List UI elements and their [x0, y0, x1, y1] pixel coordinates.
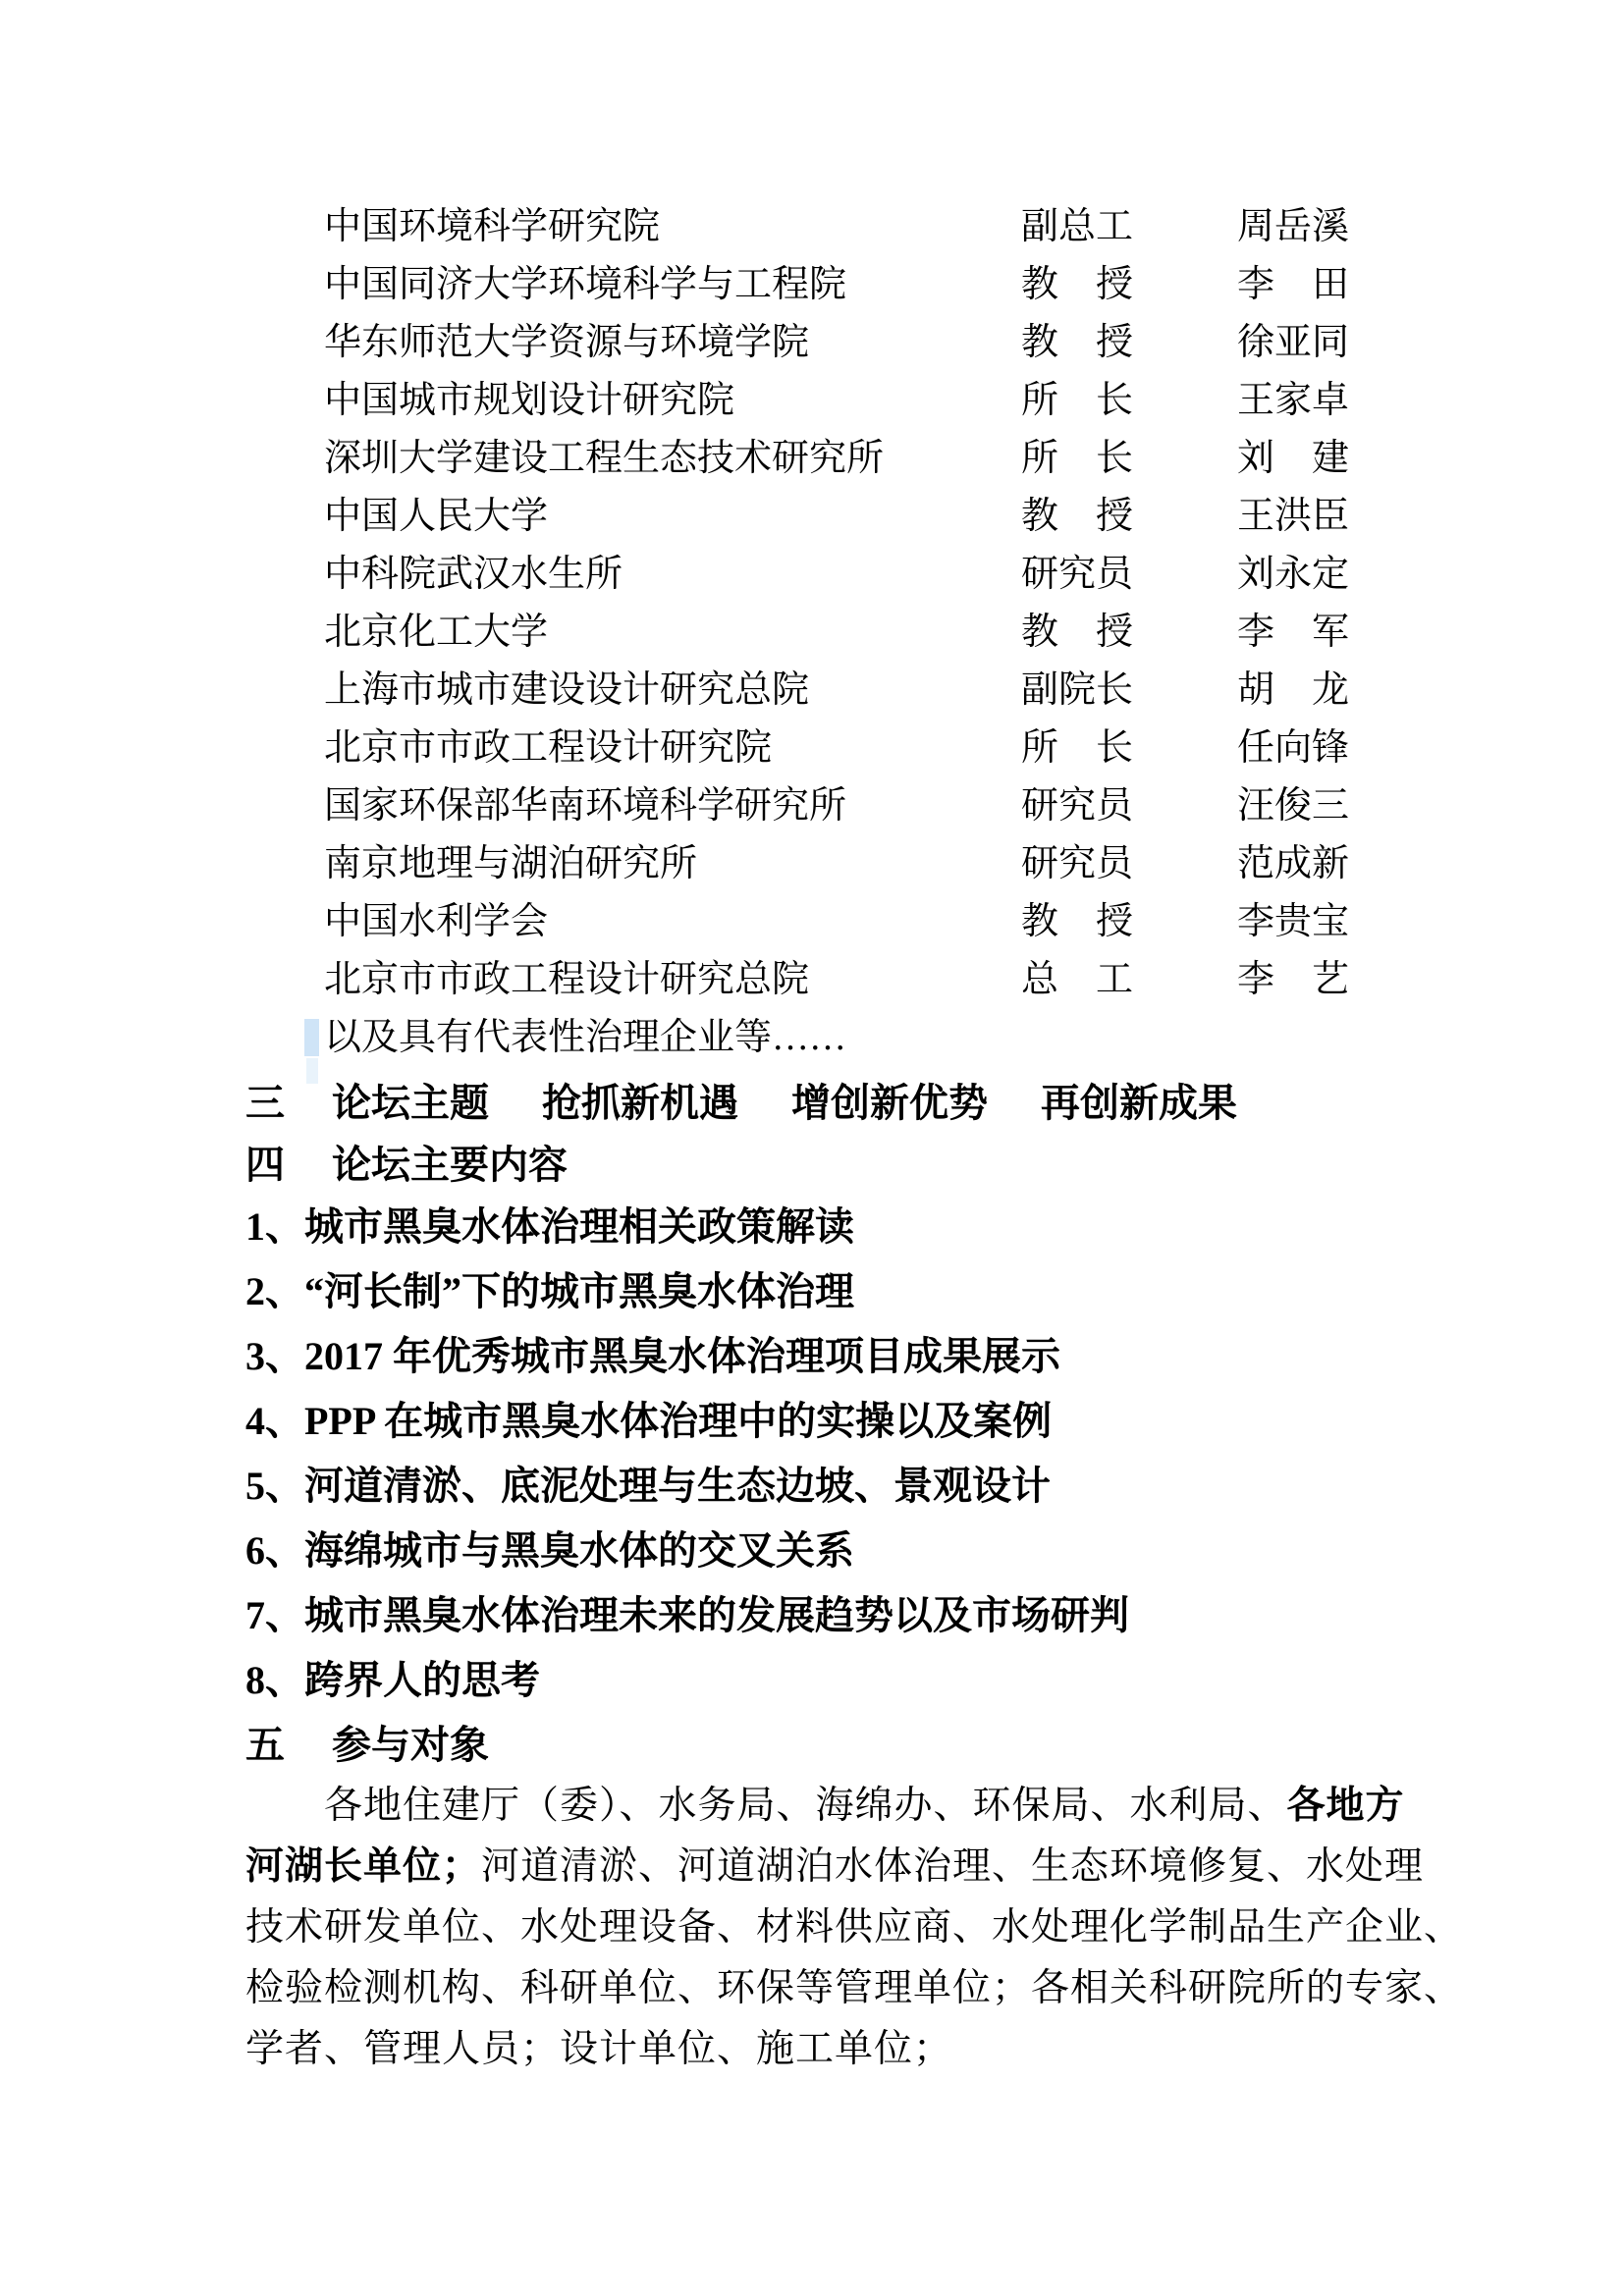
org-name: 中国城市规划设计研究院	[324, 380, 735, 421]
participant-row	[245, 496, 1384, 554]
participant-row	[245, 785, 1384, 843]
org-name: 北京市市政工程设计研究院	[324, 727, 773, 769]
theme-phrase: 再创新成果	[1041, 1081, 1237, 1125]
item-text: 河道清淤、底泥处理与生态边坡、景观设计	[304, 1464, 1051, 1508]
forum-item	[245, 1270, 1384, 1335]
section-audience-heading	[245, 1724, 1384, 1785]
job-title: 总 工	[1021, 959, 1134, 1000]
item-number: 4、	[245, 1399, 304, 1443]
paragraph-line	[245, 1845, 1425, 1906]
forum-items	[245, 1205, 1384, 1724]
item-text: 2017 年优秀城市黑臭水体治理项目成果展示	[304, 1334, 1060, 1378]
section-num: 四	[245, 1143, 285, 1187]
text-run: 技术研发单位、水处理设备、材料供应商、水处理化学制品生产企业、	[245, 1906, 1464, 1949]
person-name: 王洪臣	[1237, 496, 1350, 537]
forum-item	[245, 1659, 1384, 1724]
org-name: 南京地理与湖泊研究所	[324, 843, 698, 884]
forum-item	[245, 1400, 1384, 1465]
forum-item	[245, 1205, 1384, 1270]
audience-paragraph	[245, 1785, 1464, 2089]
forum-item	[245, 1594, 1384, 1659]
person-name: 汪俊三	[1237, 785, 1350, 827]
text-run: 河道清淤、河道湖泊水体治理、生态环境修复、水处理	[481, 1845, 1425, 1888]
job-title: 教 授	[1021, 901, 1134, 942]
forum-item	[245, 1529, 1384, 1594]
text-run: 河湖长单位；	[245, 1845, 482, 1888]
paragraph-line	[245, 1967, 1464, 2028]
job-title: 研究员	[1021, 554, 1134, 595]
section-title: 论坛主题	[332, 1081, 489, 1125]
person-name: 徐亚同	[1237, 322, 1350, 363]
org-name: 中科院武汉水生所	[324, 554, 623, 595]
item-text: “河长制”下的城市黑臭水体治理	[304, 1269, 854, 1313]
org-name: 深圳大学建设工程生态技术研究所	[324, 438, 885, 479]
person-name: 周岳溪	[1237, 206, 1350, 247]
item-number: 3、	[245, 1334, 304, 1378]
text-run: 各地住建厅（委）、水务局、海绵办、环保局、水利局、	[324, 1785, 1287, 1827]
org-name: 北京化工大学	[324, 612, 549, 653]
item-text: 海绵城市与黑臭水体的交叉关系	[304, 1528, 854, 1573]
org-name: 中国同济大学环境科学与工程院	[324, 264, 847, 305]
person-name: 王家卓	[1237, 380, 1350, 421]
person-name: 李 军	[1237, 612, 1350, 653]
person-name: 胡 龙	[1237, 669, 1350, 711]
participant-row	[245, 669, 1384, 727]
forum-item	[245, 1335, 1384, 1400]
participant-row	[245, 612, 1384, 669]
participant-row	[245, 727, 1384, 785]
participant-row	[245, 554, 1384, 612]
text-run: 检验检测机构、科研单位、环保等管理单位；各相关科研院所的专家、	[245, 1967, 1464, 2009]
job-title: 副总工	[1021, 206, 1134, 247]
org-name: 中国水利学会	[324, 901, 549, 942]
job-title: 教 授	[1021, 612, 1134, 653]
person-name: 李贵宝	[1237, 901, 1350, 942]
job-title: 所 长	[1021, 380, 1134, 421]
text-run: 学者、管理人员；设计单位、施工单位；	[245, 2028, 953, 2070]
org-name: 华东师范大学资源与环境学院	[324, 322, 810, 363]
participant-row	[245, 322, 1384, 380]
job-title: 研究员	[1021, 785, 1134, 827]
person-name: 刘 建	[1237, 438, 1350, 479]
job-title: 所 长	[1021, 727, 1134, 769]
participant-row	[245, 264, 1384, 322]
paragraph-line	[245, 1906, 1464, 1967]
participants-footer-row	[245, 1017, 1384, 1082]
item-number: 6、	[245, 1528, 304, 1573]
job-title: 教 授	[1021, 322, 1134, 363]
person-name: 范成新	[1237, 843, 1350, 884]
job-title: 副院长	[1021, 669, 1134, 711]
theme-phrase: 抢抓新机遇	[542, 1081, 738, 1125]
item-number: 2、	[245, 1269, 304, 1313]
item-text: 跨界人的思考	[304, 1658, 540, 1702]
participant-row	[245, 380, 1384, 438]
participant-row	[245, 959, 1384, 1017]
section-num: 五	[245, 1723, 285, 1767]
section-title: 参与对象	[332, 1723, 489, 1767]
participants-footer: 以及具有代表性治理企业等……	[324, 1017, 847, 1058]
person-name: 刘永定	[1237, 554, 1350, 595]
job-title: 教 授	[1021, 496, 1134, 537]
item-number: 5、	[245, 1464, 304, 1508]
item-number: 7、	[245, 1593, 304, 1637]
item-text: 城市黑臭水体治理未来的发展趋势以及市场研判	[304, 1593, 1129, 1637]
participant-row	[245, 901, 1384, 959]
org-name: 上海市城市建设设计研究总院	[324, 669, 810, 711]
item-text: PPP 在城市黑臭水体治理中的实操以及案例	[304, 1399, 1053, 1443]
person-name: 李 田	[1237, 264, 1350, 305]
participant-row	[245, 206, 1384, 264]
participants-list	[245, 206, 1384, 1017]
job-title: 教 授	[1021, 264, 1134, 305]
theme-phrase: 增创新优势	[791, 1081, 988, 1125]
section-content-heading	[245, 1144, 1384, 1205]
item-number: 8、	[245, 1658, 304, 1702]
paragraph-line	[245, 2028, 1384, 2089]
section-title: 论坛主要内容	[332, 1143, 568, 1187]
job-title: 研究员	[1021, 843, 1134, 884]
org-name: 国家环保部华南环境科学研究所	[324, 785, 847, 827]
document-content	[245, 206, 1464, 2089]
job-title: 所 长	[1021, 438, 1134, 479]
paragraph-line	[245, 1785, 1405, 1845]
item-text: 城市黑臭水体治理相关政策解读	[304, 1204, 854, 1249]
org-name: 中国环境科学研究院	[324, 206, 661, 247]
org-name: 中国人民大学	[324, 496, 549, 537]
participant-row	[245, 843, 1384, 901]
org-name: 北京市市政工程设计研究总院	[324, 959, 810, 1000]
item-number: 1、	[245, 1204, 304, 1249]
forum-item	[245, 1465, 1384, 1529]
participant-row	[245, 438, 1384, 496]
person-name: 任向锋	[1237, 727, 1350, 769]
text-run: 各地方	[1286, 1785, 1405, 1827]
section-num: 三	[245, 1081, 285, 1125]
person-name: 李 艺	[1237, 959, 1350, 1000]
section-theme-heading	[245, 1082, 1384, 1144]
